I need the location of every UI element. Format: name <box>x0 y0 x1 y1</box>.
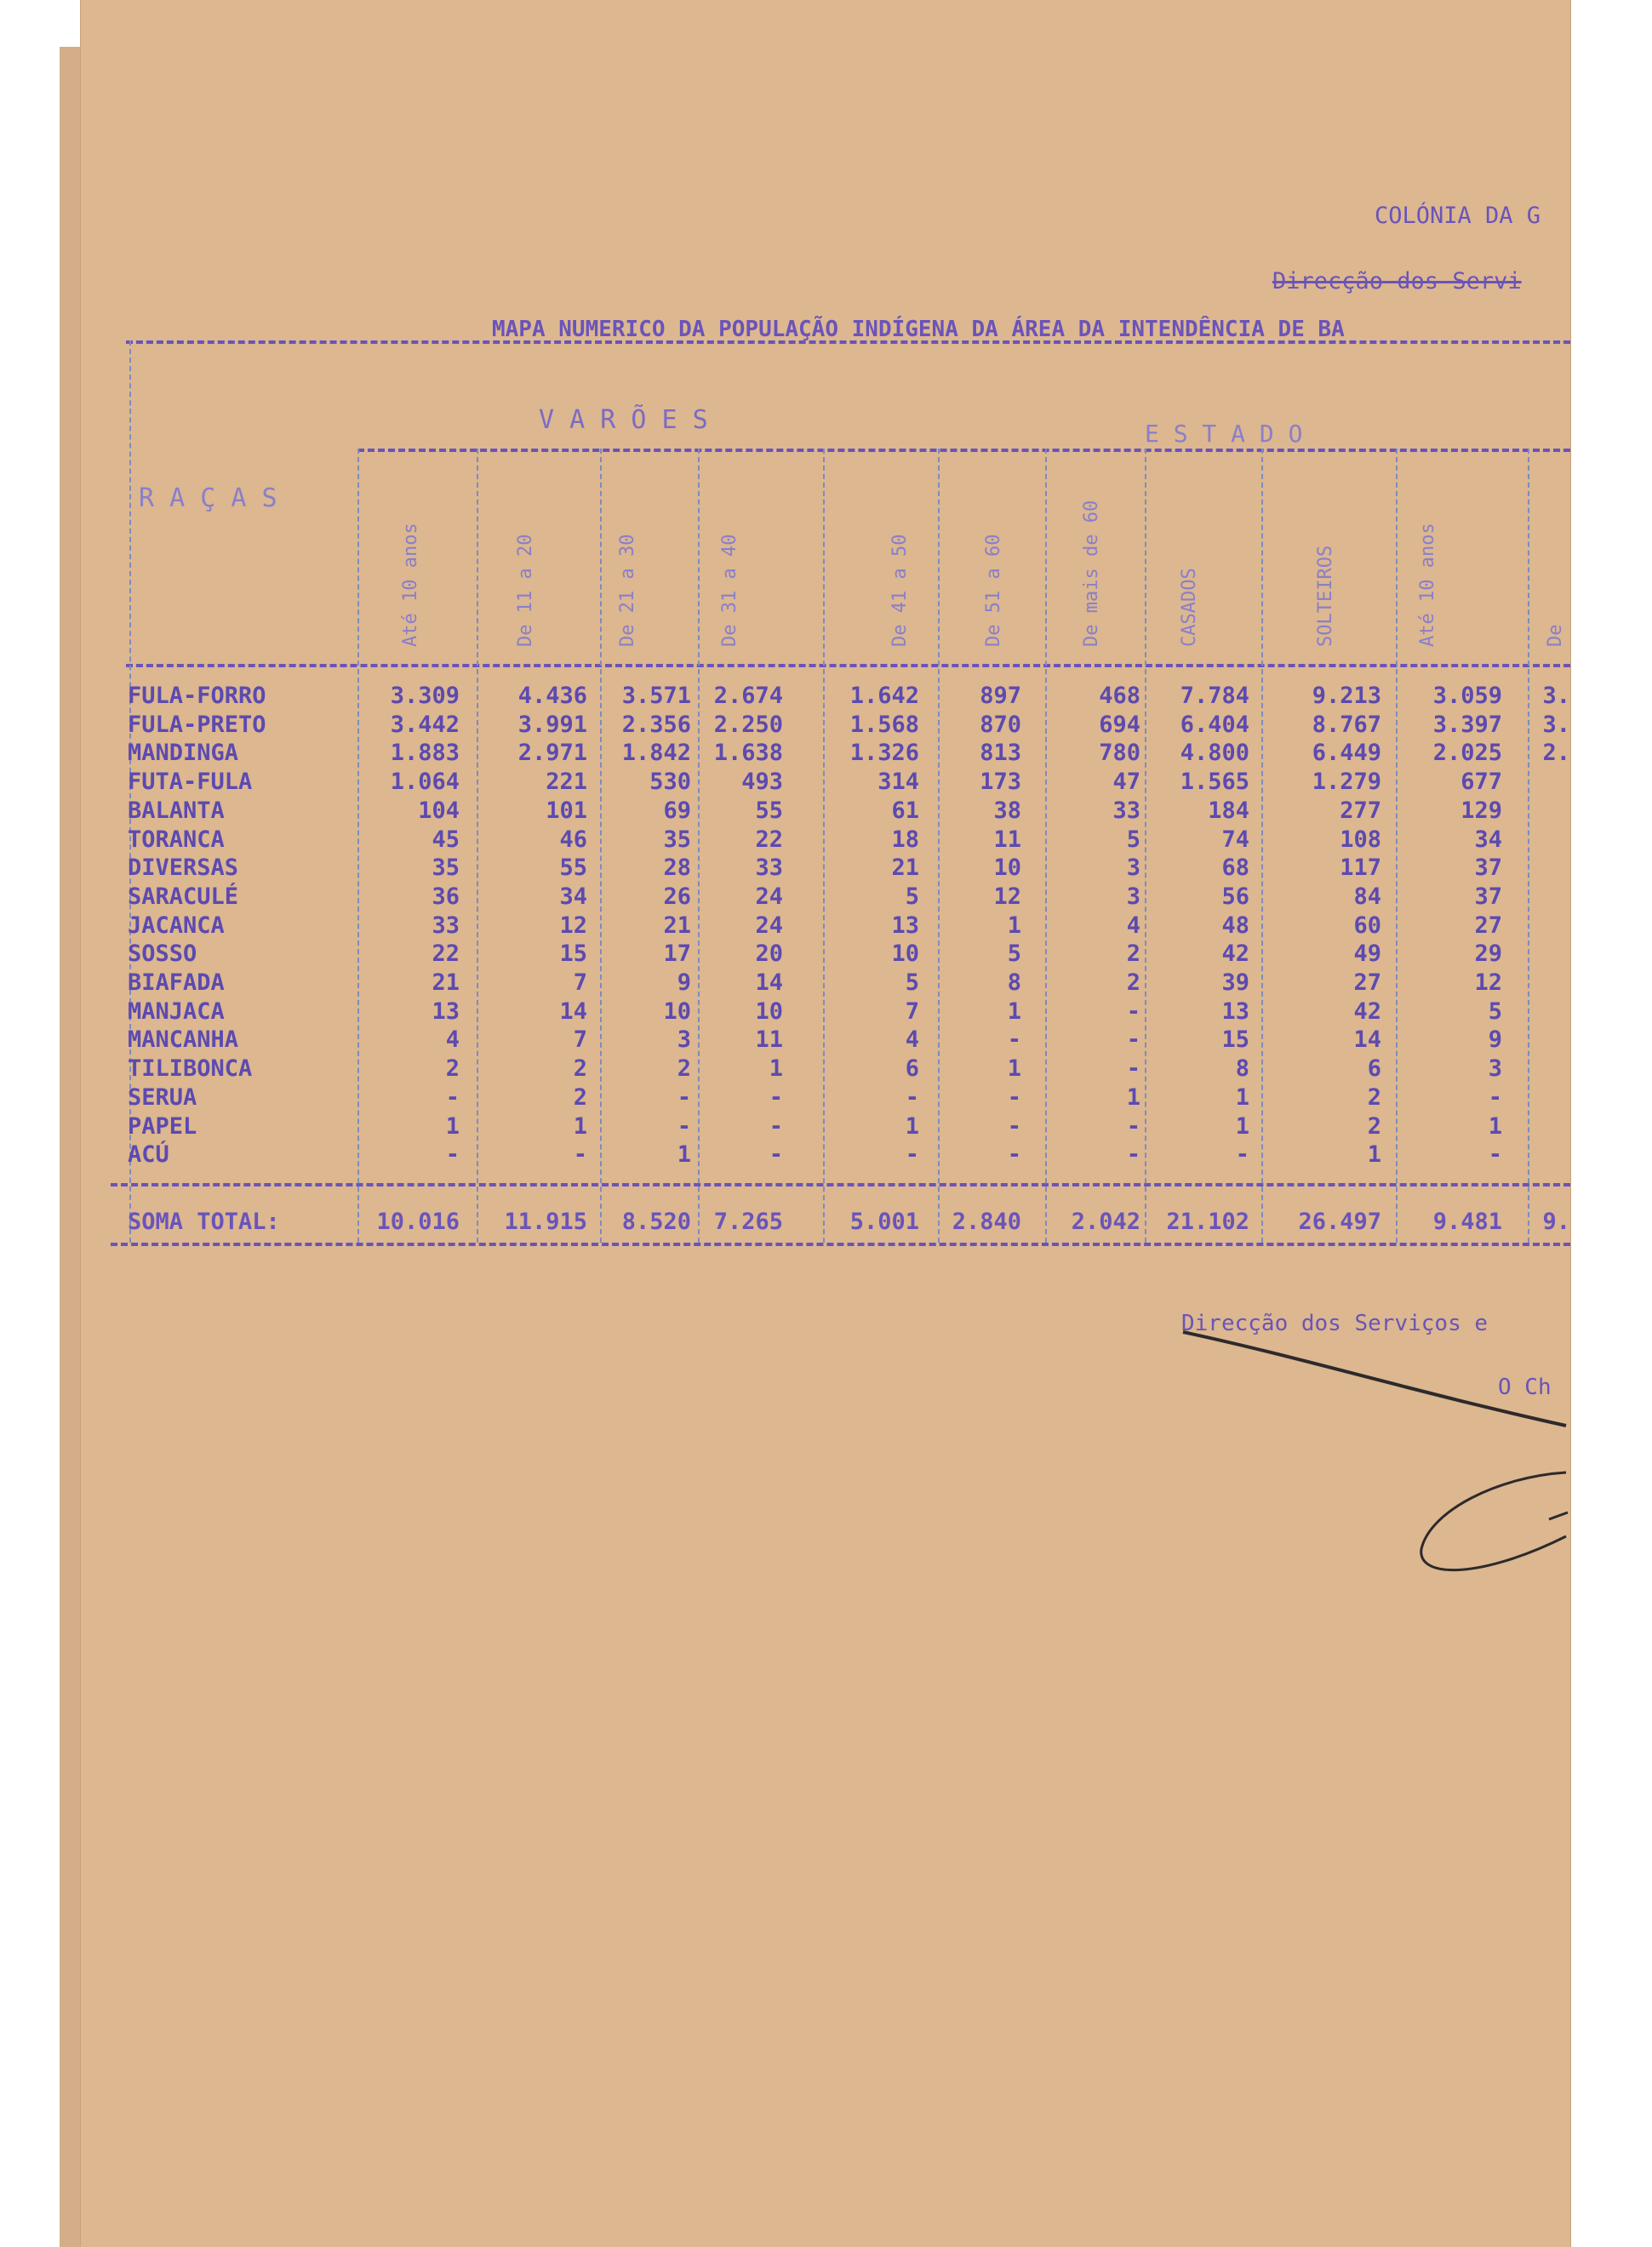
column-header: CASADOS <box>1179 568 1200 647</box>
table-cell: 11 <box>993 826 1021 853</box>
table-cell: 6.449 <box>1312 740 1381 766</box>
table-cell: 1.883 <box>390 740 460 766</box>
column-header: Até 10 anos <box>400 523 421 647</box>
table-cell: 314 <box>877 769 919 795</box>
table-cell: 1 <box>1488 1113 1502 1140</box>
table-cell: 7 <box>905 998 919 1025</box>
table-cell: 1 <box>1235 1084 1249 1111</box>
table-cell: - <box>905 1141 919 1168</box>
struck-department-line: Direcção dos Servi <box>1272 268 1522 294</box>
table-cell: 45 <box>432 826 460 853</box>
table-cell: 173 <box>980 769 1021 795</box>
race-name: BALANTA <box>128 798 225 824</box>
total-label: SOMA TOTAL: <box>128 1209 280 1235</box>
column-separator <box>1261 449 1263 1243</box>
table-cell: 493 <box>741 769 783 795</box>
table-cell: 46 <box>559 826 587 853</box>
table-cell: 37 <box>1474 883 1502 910</box>
table-cell: 3.059 <box>1432 683 1502 709</box>
table-cell: 277 <box>1340 798 1381 824</box>
table-cell: 2 <box>677 1055 691 1082</box>
table-cell: 101 <box>546 798 587 824</box>
table-cell: 2 <box>445 1055 460 1082</box>
table-cell: 9 <box>677 969 691 996</box>
table-cell: 530 <box>649 769 691 795</box>
table-cell: 11 <box>755 1026 783 1053</box>
table-cell: 2 <box>1367 1113 1381 1140</box>
table-cell: 104 <box>418 798 460 824</box>
table-cell: - <box>1126 998 1140 1025</box>
table-cell: - <box>573 1141 587 1168</box>
group-header-varoes: V A R Õ E S <box>539 405 708 435</box>
table-cell: 2.042 <box>1071 1209 1140 1235</box>
table-cell: 3 <box>677 1026 691 1053</box>
table-cell: 60 <box>1353 912 1381 939</box>
table-cell: 74 <box>1221 826 1249 853</box>
table-cell: 3.442 <box>390 712 460 738</box>
table-cell: 2. <box>1542 740 1570 766</box>
table-cell: - <box>1126 1055 1140 1082</box>
race-name: MANJACA <box>128 998 225 1025</box>
column-header: SOLTEIROS <box>1315 545 1336 647</box>
table-cell: 2.356 <box>621 712 691 738</box>
table-cell: 1 <box>1126 1084 1140 1111</box>
race-name: BIAFADA <box>128 969 225 996</box>
table-cell: 22 <box>755 826 783 853</box>
table-cell: 3 <box>1488 1055 1502 1082</box>
table-cell: 55 <box>755 798 783 824</box>
table-cell: 39 <box>1221 969 1249 996</box>
race-name: SARACULÉ <box>128 883 239 910</box>
table-cell: 8.767 <box>1312 712 1381 738</box>
table-cell: 1.279 <box>1312 769 1381 795</box>
table-cell: 8 <box>1235 1055 1249 1082</box>
table-cell: 2 <box>1126 941 1140 967</box>
table-cell: 1 <box>1007 912 1021 939</box>
row-header-racas: R A Ç A S <box>139 483 277 513</box>
table-cell: 1 <box>1235 1113 1249 1140</box>
page-title: MAPA NUMERICO DA POPULAÇÃO INDÍGENA DA ÁREA DA INTENDÊNCIA DE BA <box>492 317 1345 342</box>
table-cell: - <box>677 1084 691 1111</box>
column-header: De mais de 60 <box>1081 500 1102 647</box>
total-top-rule <box>111 1183 1570 1186</box>
table-cell: 13 <box>432 998 460 1025</box>
table-cell: 694 <box>1099 712 1140 738</box>
race-name: FULA-PRETO <box>128 712 266 738</box>
table-cell: - <box>1488 1141 1502 1168</box>
table-cell: 2.840 <box>952 1209 1021 1235</box>
table-cell: 11.915 <box>504 1209 587 1235</box>
table-cell: 12 <box>1474 969 1502 996</box>
table-cell: 28 <box>663 855 691 881</box>
table-cell: 780 <box>1099 740 1140 766</box>
table-cell: 1 <box>677 1141 691 1168</box>
table-cell: 12 <box>993 883 1021 910</box>
table-cell: 21 <box>891 855 919 881</box>
table-cell: 10 <box>891 941 919 967</box>
table-cell: 6 <box>1367 1055 1381 1082</box>
table-cell: 4 <box>1126 912 1140 939</box>
table-cell: 1 <box>1367 1141 1381 1168</box>
table-cell: 2 <box>573 1084 587 1111</box>
race-name: DIVERSAS <box>128 855 239 881</box>
table-cell: 5 <box>905 969 919 996</box>
table-cell: 897 <box>980 683 1021 709</box>
table-cell: 7 <box>573 1026 587 1053</box>
table-cell: - <box>1007 1113 1021 1140</box>
table-cell: 55 <box>559 855 587 881</box>
table-cell: 1 <box>905 1113 919 1140</box>
colony-heading: COLÓNIA DA G <box>1375 203 1541 229</box>
table-cell: 13 <box>891 912 919 939</box>
signature-line: Direcção dos Serviços e <box>1181 1311 1489 1336</box>
table-cell: 14 <box>755 969 783 996</box>
table-cell: 1 <box>573 1113 587 1140</box>
table-cell: 33 <box>432 912 460 939</box>
table-cell: 14 <box>1353 1026 1381 1053</box>
race-name: SOSSO <box>128 941 197 967</box>
table-cell: 2.025 <box>1432 740 1502 766</box>
table-cell: 1.842 <box>621 740 691 766</box>
table-cell: 47 <box>1112 769 1140 795</box>
table-cell: 7.265 <box>713 1209 783 1235</box>
table-cell: - <box>769 1113 783 1140</box>
column-header: De 11 a 20 <box>515 534 536 647</box>
column-header: De 21 a 30 <box>617 534 638 647</box>
table-cell: 6.404 <box>1180 712 1249 738</box>
table-cell: 3.397 <box>1432 712 1502 738</box>
table-cell: - <box>1007 1141 1021 1168</box>
table-cell: 468 <box>1099 683 1140 709</box>
table-cell: 1.565 <box>1180 769 1249 795</box>
table-cell: 221 <box>546 769 587 795</box>
group-header-estado: E S T A D O <box>1145 420 1303 448</box>
table-cell: 24 <box>755 912 783 939</box>
header-bottom-rule <box>126 664 1570 667</box>
table-cell: 3 <box>1126 883 1140 910</box>
table-cell: 12 <box>559 912 587 939</box>
table-cell: 2.674 <box>713 683 783 709</box>
table-cell: 2.250 <box>713 712 783 738</box>
table-cell: 117 <box>1340 855 1381 881</box>
table-cell: - <box>1007 1084 1021 1111</box>
table-cell: 2 <box>1367 1084 1381 1111</box>
table-cell: 9.481 <box>1432 1209 1502 1235</box>
race-name: MANCANHA <box>128 1026 239 1053</box>
table-cell: 7 <box>573 969 587 996</box>
race-name: TORANCA <box>128 826 225 853</box>
table-cell: - <box>1126 1026 1140 1053</box>
table-cell: 10 <box>993 855 1021 881</box>
table-cell: 22 <box>432 941 460 967</box>
race-name: SERUA <box>128 1084 197 1111</box>
table-top-rule <box>126 340 1570 344</box>
table-cell: 2 <box>1126 969 1140 996</box>
table-cell: 15 <box>1221 1026 1249 1053</box>
table-cell: - <box>1007 1026 1021 1053</box>
table-cell: - <box>677 1113 691 1140</box>
group-header-rule <box>357 449 1570 452</box>
chief-title: O Ch <box>1498 1375 1552 1400</box>
table-cell: 38 <box>993 798 1021 824</box>
table-cell: 29 <box>1474 941 1502 967</box>
table-cell: 21.102 <box>1166 1209 1249 1235</box>
table-cell: 49 <box>1353 941 1381 967</box>
table-cell: 1.642 <box>849 683 919 709</box>
table-cell: 56 <box>1221 883 1249 910</box>
table-cell: 8.520 <box>621 1209 691 1235</box>
table-cell: 5 <box>1126 826 1140 853</box>
table-cell: 26 <box>663 883 691 910</box>
table-cell: 1.064 <box>390 769 460 795</box>
race-name: TILIBONCA <box>128 1055 253 1082</box>
table-cell: 3. <box>1542 683 1570 709</box>
table-cell: 6 <box>905 1055 919 1082</box>
table-cell: - <box>445 1141 460 1168</box>
race-name: FUTA-FULA <box>128 769 253 795</box>
table-cell: 3. <box>1542 712 1570 738</box>
table-cell: 14 <box>559 998 587 1025</box>
table-cell: 84 <box>1353 883 1381 910</box>
table-cell: - <box>769 1084 783 1111</box>
table-cell: 3.991 <box>517 712 587 738</box>
table-cell: 17 <box>663 941 691 967</box>
table-cell: 9 <box>1488 1026 1502 1053</box>
table-cell: 5 <box>905 883 919 910</box>
table-cell: - <box>905 1084 919 1111</box>
column-header: De <box>1545 624 1566 647</box>
table-cell: 15 <box>559 941 587 967</box>
table-cell: 35 <box>663 826 691 853</box>
column-header: De 41 a 50 <box>889 534 911 647</box>
table-cell: 5.001 <box>849 1209 919 1235</box>
table-cell: 4.800 <box>1180 740 1249 766</box>
table-cell: 3 <box>1126 855 1140 881</box>
table-cell: 10 <box>663 998 691 1025</box>
table-cell: 1 <box>1007 998 1021 1025</box>
table-bottom-rule <box>111 1243 1570 1246</box>
table-cell: 68 <box>1221 855 1249 881</box>
table-cell: 27 <box>1474 912 1502 939</box>
table-cell: 129 <box>1461 798 1502 824</box>
table-cell: 21 <box>432 969 460 996</box>
table-cell: 1 <box>769 1055 783 1082</box>
table-cell: - <box>1235 1141 1249 1168</box>
table-cell: 813 <box>980 740 1021 766</box>
column-header: De 31 a 40 <box>719 534 740 647</box>
table-cell: 677 <box>1461 769 1502 795</box>
column-header: De 51 a 60 <box>983 534 1004 647</box>
table-cell: 1 <box>445 1113 460 1140</box>
table-cell: 42 <box>1221 941 1249 967</box>
table-cell: 69 <box>663 798 691 824</box>
table-cell: 18 <box>891 826 919 853</box>
table-cell: 5 <box>1488 998 1502 1025</box>
table-cell: 184 <box>1208 798 1249 824</box>
table-cell: 5 <box>1007 941 1021 967</box>
table-cell: 33 <box>1112 798 1140 824</box>
race-name: MANDINGA <box>128 740 239 766</box>
table-cell: 48 <box>1221 912 1249 939</box>
table-cell: 20 <box>755 941 783 967</box>
table-cell: 8 <box>1007 969 1021 996</box>
table-cell: 26.497 <box>1298 1209 1381 1235</box>
table-cell: 1.638 <box>713 740 783 766</box>
table-cell: 1.568 <box>849 712 919 738</box>
table-cell: - <box>1126 1113 1140 1140</box>
table-cell: 1.326 <box>849 740 919 766</box>
table-cell: - <box>1126 1141 1140 1168</box>
table-cell: 61 <box>891 798 919 824</box>
column-header: Até 10 anos <box>1417 523 1438 647</box>
table-cell: 870 <box>980 712 1021 738</box>
table-cell: 2 <box>573 1055 587 1082</box>
table-cell: 9. <box>1542 1209 1570 1235</box>
table-cell: 37 <box>1474 855 1502 881</box>
table-cell: 3.571 <box>621 683 691 709</box>
table-cell: 36 <box>432 883 460 910</box>
table-cell: 4 <box>905 1026 919 1053</box>
handwritten-signature <box>1175 1324 1575 1596</box>
table-cell: 24 <box>755 883 783 910</box>
table-cell: 10.016 <box>376 1209 460 1235</box>
table-cell: 10 <box>755 998 783 1025</box>
table-cell: 21 <box>663 912 691 939</box>
table-cell: 4.436 <box>517 683 587 709</box>
table-cell: 13 <box>1221 998 1249 1025</box>
race-name: FULA-FORRO <box>128 683 266 709</box>
race-name: PAPEL <box>128 1113 197 1140</box>
table-cell: 2.971 <box>517 740 587 766</box>
table-cell: 35 <box>432 855 460 881</box>
table-cell: 7.784 <box>1180 683 1249 709</box>
table-cell: - <box>445 1084 460 1111</box>
table-cell: - <box>769 1141 783 1168</box>
table-cell: 108 <box>1340 826 1381 853</box>
race-name: ACÚ <box>128 1141 169 1168</box>
table-cell: 4 <box>445 1026 460 1053</box>
table-cell: 3.309 <box>390 683 460 709</box>
race-name: JACANCA <box>128 912 225 939</box>
table-cell: 27 <box>1353 969 1381 996</box>
table-cell: - <box>1488 1084 1502 1111</box>
table-cell: 9.213 <box>1312 683 1381 709</box>
table-cell: 34 <box>1474 826 1502 853</box>
table-cell: 1 <box>1007 1055 1021 1082</box>
table-cell: 33 <box>755 855 783 881</box>
table-cell: 42 <box>1353 998 1381 1025</box>
table-cell: 34 <box>559 883 587 910</box>
column-separator <box>1528 449 1529 1243</box>
